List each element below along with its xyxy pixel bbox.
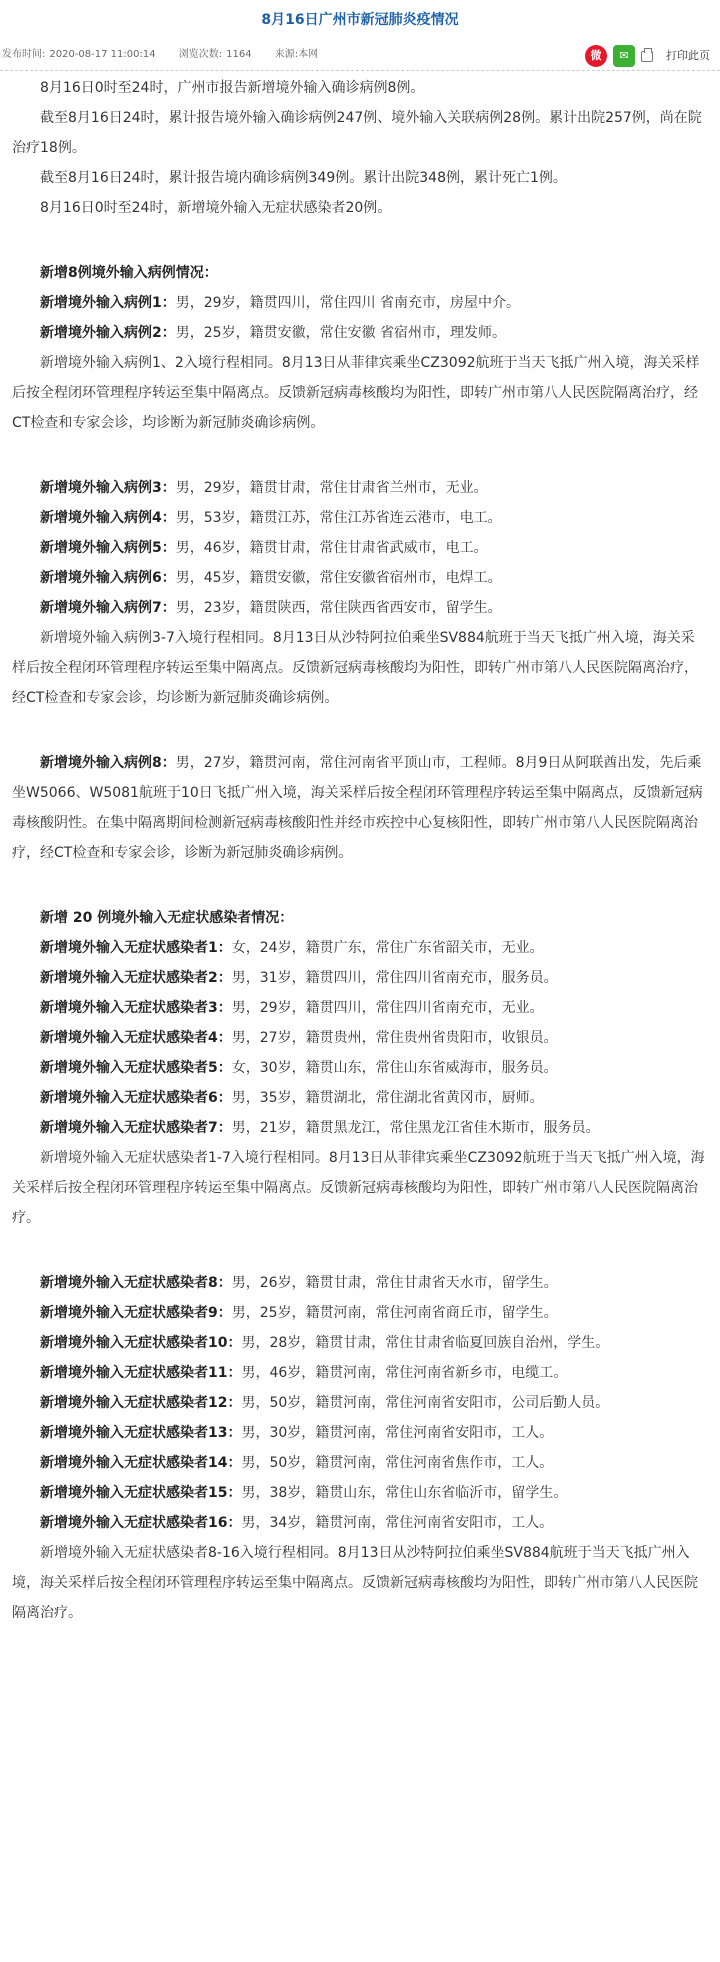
case-label: 新增境外输入病例6： xyxy=(40,570,176,586)
case-text: 男，38岁，籍贯山东，常住山东省临沂市，留学生。 xyxy=(241,1485,568,1501)
case-item xyxy=(12,533,706,563)
case-item xyxy=(12,503,706,533)
asymptomatic-heading xyxy=(12,903,706,933)
article-body xyxy=(0,71,720,1628)
publish-time-value: 2020-08-17 11:00:14 xyxy=(49,49,156,60)
article-meta xyxy=(0,40,720,71)
case-item xyxy=(12,473,706,503)
case-text: 男，46岁，籍贯河南，常住河南省新乡市，电缆工。 xyxy=(241,1365,568,1381)
case-text: 男，26岁，籍贯甘肃，常住甘肃省天水市，留学生。 xyxy=(231,1275,558,1291)
case-text: 男，46岁，籍贯甘肃，常住甘肃省武威市，电工。 xyxy=(175,540,488,556)
case-label: 新增境外输入无症状感染者10： xyxy=(40,1335,242,1351)
case-text: 男，53岁，籍贯江苏，常住江苏省连云港市，电工。 xyxy=(175,510,502,526)
summary-paragraph: 8月16日0时至24时，广州市报告新增境外输入确诊病例8例。 xyxy=(40,80,425,96)
case-item xyxy=(12,288,706,318)
views-label: 浏览次数: xyxy=(178,49,223,60)
asymptomatic-item xyxy=(12,1508,706,1538)
page-title: 8月16日广州市新冠肺炎疫情况 xyxy=(261,12,459,28)
case-group-paragraph: 新增境外输入病例3-7入境行程相同。8月13日从沙特阿拉伯乘坐SV884航班于当天飞抵广州入境，海关采样后按全程闭环管理程序转运至集中隔离点。反馈新冠病毒核酸均为阳性，即转广州市第八人民医院隔离治疗，经CT检查和专家会诊，均诊断为新冠肺炎确诊病例。 xyxy=(12,630,698,706)
case-label: 新增境外输入无症状感染者14： xyxy=(40,1455,242,1471)
views xyxy=(179,49,262,60)
asymptomatic-item xyxy=(12,1388,706,1418)
case-label: 新增境外输入无症状感染者6： xyxy=(40,1090,232,1106)
case-item xyxy=(12,563,706,593)
case-label: 新增境外输入无症状感染者15： xyxy=(40,1485,242,1501)
asymptomatic-item xyxy=(12,1328,706,1358)
case-text: 男，27岁，籍贯河南，常住河南省平顶山市，工程师。8月9日从阿联酋出发，先后乘坐W5066、W5081航班于10日飞抵广州入境，海关采样后按全程闭环管理程序转运至集中隔离点，反馈新冠病毒核酸阴性。在集中隔离期间检测新冠病毒核酸阳性并经市疾控中心复核阳性，即转广州市第八人民医院隔离治疗，经CT检查和专家会诊，诊断为新冠肺炎确诊病例。 xyxy=(12,755,703,861)
case-label: 新增境外输入无症状感染者1： xyxy=(40,940,232,956)
case-label: 新增境外输入无症状感染者3： xyxy=(40,1000,232,1016)
case-item xyxy=(12,318,706,348)
case-text: 女，24岁，籍贯广东，常住广东省韶关市，无业。 xyxy=(231,940,544,956)
asymptomatic-item xyxy=(12,933,706,963)
case-label: 新增境外输入病例1： xyxy=(40,295,176,311)
publish-time xyxy=(2,49,166,60)
asymptomatic-item xyxy=(12,1478,706,1508)
printer-icon xyxy=(641,51,653,62)
case-text: 男，25岁，籍贯河南，常住河南省商丘市，留学生。 xyxy=(231,1305,558,1321)
case-text: 男，21岁，籍贯黑龙江，常住黑龙江省佳木斯市，服务员。 xyxy=(231,1120,600,1136)
case-text: 男，31岁，籍贯四川，常住四川省南充市，服务员。 xyxy=(231,970,558,986)
case-text: 女，30岁，籍贯山东，常住山东省威海市，服务员。 xyxy=(231,1060,558,1076)
case-label: 新增境外输入无症状感染者5： xyxy=(40,1060,232,1076)
case-text: 男，23岁，籍贯陕西，常住陕西省西安市，留学生。 xyxy=(175,600,502,616)
case-text: 男，50岁，籍贯河南，常住河南省安阳市，公司后勤人员。 xyxy=(241,1395,610,1411)
case-text: 男，34岁，籍贯河南，常住河南省安阳市，工人。 xyxy=(241,1515,554,1531)
asymptomatic-item xyxy=(12,1053,706,1083)
case-item xyxy=(12,748,706,868)
source-label: 来源: xyxy=(274,49,299,60)
case-text: 男，27岁，籍贯贵州，常住贵州省贵阳市，收银员。 xyxy=(231,1030,558,1046)
asymptomatic-item xyxy=(12,1358,706,1388)
publish-label: 发布时间: xyxy=(2,49,46,60)
case-label: 新增境外输入病例8： xyxy=(40,755,176,771)
confirmed-heading xyxy=(12,258,706,288)
case-label: 新增境外输入病例7： xyxy=(40,600,176,616)
case-text: 男，50岁，籍贯河南，常住河南省焦作市，工人。 xyxy=(241,1455,554,1471)
asymptomatic-group-paragraph: 新增境外输入无症状感染者8-16入境行程相同。8月13日从沙特阿拉伯乘坐SV884航班于当天飞抵广州入境，海关采样后按全程闭环管理程序转运至集中隔离点。反馈新冠病毒核酸均为阳性，即转广州市第八人民医院隔离治疗。 xyxy=(12,1545,698,1621)
asymptomatic-item xyxy=(12,963,706,993)
asymptomatic-item xyxy=(12,1268,706,1298)
asymptomatic-item xyxy=(12,1448,706,1478)
case-label: 新增境外输入无症状感染者4： xyxy=(40,1030,232,1046)
asymptomatic-heading-text: 新增 20 例境外输入无症状感染者情况： xyxy=(40,910,294,926)
asymptomatic-item xyxy=(12,1298,706,1328)
asymptomatic-item xyxy=(12,1418,706,1448)
share-bar xyxy=(585,46,720,66)
asymptomatic-item xyxy=(12,1113,706,1143)
case-label: 新增境外输入无症状感染者8： xyxy=(40,1275,232,1291)
case-text: 男，28岁，籍贯甘肃，常住甘肃省临夏回族自治州，学生。 xyxy=(241,1335,610,1351)
case-item xyxy=(12,593,706,623)
asymptomatic-group-paragraph: 新增境外输入无症状感染者1-7入境行程相同。8月13日从菲律宾乘坐CZ3092航班于当天飞抵广州入境，海关采样后按全程闭环管理程序转运至集中隔离点。反馈新冠病毒核酸均为阳性，即转广州市第八人民医院隔离治疗。 xyxy=(12,1150,705,1226)
case-text: 男，30岁，籍贯河南，常住河南省安阳市，工人。 xyxy=(241,1425,554,1441)
case-text: 男，45岁，籍贯安徽，常住安徽省宿州市，电焊工。 xyxy=(175,570,502,586)
case-text: 男，29岁，籍贯甘肃，常住甘肃省兰州市，无业。 xyxy=(175,480,488,496)
asymptomatic-item xyxy=(12,1023,706,1053)
case-label: 新增境外输入无症状感染者16： xyxy=(40,1515,242,1531)
case-label: 新增境外输入病例4： xyxy=(40,510,176,526)
summary-paragraph: 截至8月16日24时，累计报告境内确诊病例349例。累计出院348例，累计死亡1例。 xyxy=(40,170,567,186)
print-label: 打印此页 xyxy=(666,49,710,62)
asymptomatic-item xyxy=(12,993,706,1023)
source xyxy=(275,49,328,60)
case-label: 新增境外输入病例5： xyxy=(40,540,176,556)
case-text: 男，29岁，籍贯四川，常住四川 省南充市，房屋中介。 xyxy=(175,295,521,311)
summary-paragraph: 截至8月16日24时，累计报告境外输入确诊病例247例、境外输入关联病例28例。累计出院257例，尚在院治疗18例。 xyxy=(12,110,702,156)
case-label: 新增境外输入无症状感染者12： xyxy=(40,1395,242,1411)
source-value: 本网 xyxy=(298,49,319,60)
case-label: 新增境外输入无症状感染者11： xyxy=(40,1365,242,1381)
summary-paragraph: 8月16日0时至24时，新增境外输入无症状感染者20例。 xyxy=(40,200,392,216)
asymptomatic-item xyxy=(12,1083,706,1113)
case-label: 新增境外输入无症状感染者7： xyxy=(40,1120,232,1136)
case-text: 男，29岁，籍贯四川，常住四川省南充市，无业。 xyxy=(231,1000,544,1016)
case-group-paragraph: 新增境外输入病例1、2入境行程相同。8月13日从菲律宾乘坐CZ3092航班于当天飞抵广州入境，海关采样后按全程闭环管理程序转运至集中隔离点。反馈新冠病毒核酸均为阳性，即转广州市第八人民医院隔离治疗，经CT检查和专家会诊，均诊断为新冠肺炎确诊病例。 xyxy=(12,355,700,431)
case-label: 新增境外输入无症状感染者9： xyxy=(40,1305,232,1321)
views-count: 1164 xyxy=(226,49,252,60)
case-text: 男，25岁，籍贯安徽，常住安徽 省宿州市，理发师。 xyxy=(175,325,507,341)
print-button[interactable] xyxy=(641,41,720,71)
case-label: 新增境外输入无症状感染者2： xyxy=(40,970,232,986)
case-label: 新增境外输入无症状感染者13： xyxy=(40,1425,242,1441)
case-label: 新增境外输入病例3： xyxy=(40,480,176,496)
case-text: 男，35岁，籍贯湖北，常住湖北省黄冈市，厨师。 xyxy=(231,1090,544,1106)
case-label: 新增境外输入病例2： xyxy=(40,325,176,341)
weibo-icon[interactable]: 微 xyxy=(585,45,607,67)
title-bar xyxy=(0,0,720,40)
confirmed-heading-text: 新增8例境外输入病例情况： xyxy=(40,265,218,281)
wechat-icon[interactable]: ✉ xyxy=(613,45,635,67)
